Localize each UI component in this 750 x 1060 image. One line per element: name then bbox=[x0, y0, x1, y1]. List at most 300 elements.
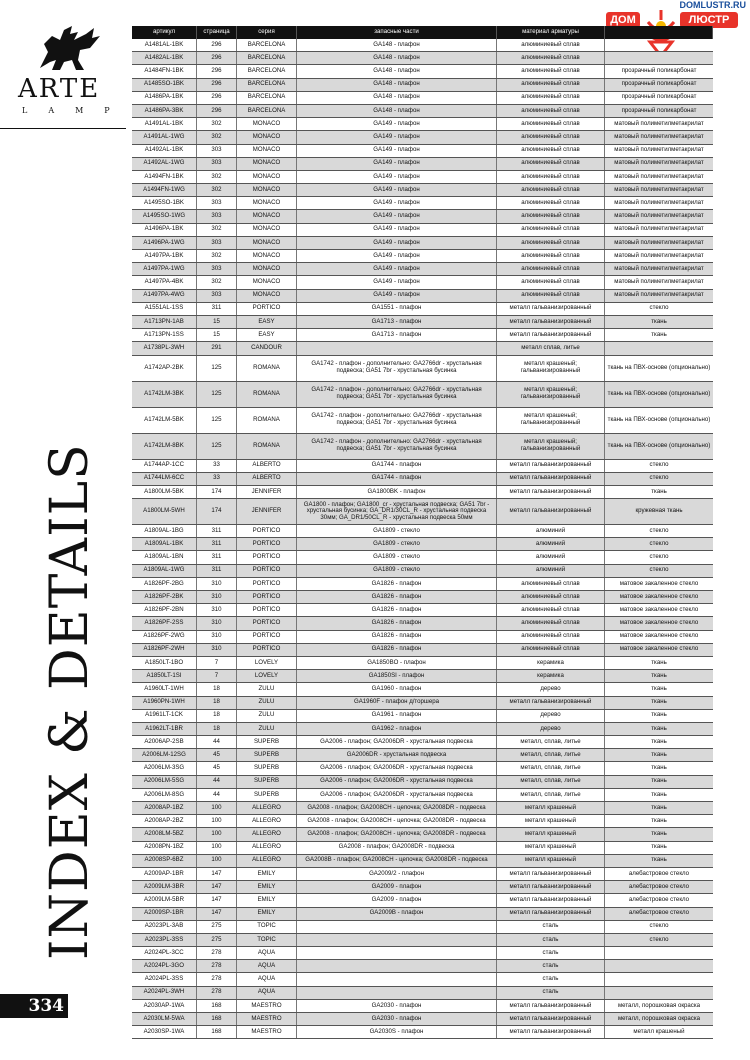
cell-series: PORTICO bbox=[237, 591, 297, 603]
cell-series: ALLEGRO bbox=[237, 815, 297, 827]
cell-fitting-material: сталь bbox=[497, 934, 605, 946]
cell-spare-parts bbox=[297, 921, 497, 933]
cell-series: BARCELONA bbox=[237, 65, 297, 77]
cell-shade-material: ткань bbox=[651, 777, 667, 785]
table-row bbox=[132, 408, 713, 434]
cell-fitting-material: алюминиевый сплав bbox=[497, 131, 605, 143]
cell-series: JENNIFER bbox=[237, 499, 297, 524]
divider bbox=[0, 128, 126, 129]
table-row bbox=[132, 894, 713, 907]
table-row bbox=[132, 960, 713, 973]
cell-page: 168 bbox=[197, 1000, 237, 1012]
cell-series: MONACO bbox=[237, 197, 297, 209]
cell-spare-parts: GA1826 - плафон bbox=[297, 617, 497, 629]
cell-page: 296 bbox=[197, 39, 237, 51]
cell-article: A2008PN-1BZ bbox=[132, 842, 197, 854]
cell-shade-material bbox=[605, 52, 713, 64]
cell-article: A1826PF-2BN bbox=[132, 604, 197, 616]
cell-article: A1713PN-1SS bbox=[132, 329, 197, 341]
cell-page: 147 bbox=[197, 908, 237, 920]
table-row bbox=[132, 237, 713, 250]
cell-series: SUPERB bbox=[237, 749, 297, 761]
cell-page: 18 bbox=[197, 723, 237, 735]
cell-article: A1494FN-1WG bbox=[132, 184, 197, 196]
cell-article: A1826PF-2WH bbox=[132, 644, 197, 656]
cell-page: 296 bbox=[197, 105, 237, 117]
cell-shade-material: ткань bbox=[651, 698, 667, 706]
table-row bbox=[132, 762, 713, 775]
cell-shade-material: матовый полиметилметакрилат bbox=[614, 198, 704, 206]
cell-shade-material: кружевная ткань bbox=[635, 507, 683, 515]
cell-article: A1495SO-1WG bbox=[132, 210, 197, 222]
cell-fitting-material: металл гальванизированный bbox=[497, 868, 605, 880]
cell-article: A1742AP-2BK bbox=[132, 356, 197, 381]
cell-shade-material: ткань bbox=[651, 750, 667, 758]
cell-article: A1497PA-4WG bbox=[132, 290, 197, 302]
cell-shade-material: прозрачный поликарбонат bbox=[621, 106, 697, 114]
cell-fitting-material: керамика bbox=[497, 657, 605, 669]
cell-series: AQUA bbox=[237, 960, 297, 972]
cell-spare-parts: GA149 - плафон bbox=[297, 276, 497, 288]
brand-sub: LAMP bbox=[22, 106, 131, 115]
cell-spare-parts: GA149 - плафон bbox=[297, 118, 497, 130]
cell-page: 168 bbox=[197, 1026, 237, 1038]
cell-fitting-material: металл, сплав, литье bbox=[497, 789, 605, 801]
table-row bbox=[132, 1000, 713, 1013]
table-row bbox=[132, 118, 713, 131]
cell-page: 303 bbox=[197, 210, 237, 222]
cell-article: A2030LM-5WA bbox=[132, 1013, 197, 1025]
cell-page: 278 bbox=[197, 960, 237, 972]
cell-page: 33 bbox=[197, 473, 237, 485]
cell-page: 18 bbox=[197, 710, 237, 722]
cell-page: 310 bbox=[197, 631, 237, 643]
cell-article: A2030AP-1WA bbox=[132, 1000, 197, 1012]
cell-series: ROMANA bbox=[237, 434, 297, 459]
cell-page: 311 bbox=[197, 538, 237, 550]
cell-article: A1485SO-1BK bbox=[132, 79, 197, 91]
cell-shade-material: ткань bbox=[651, 330, 667, 338]
table-row bbox=[132, 499, 713, 525]
cell-shade-material: ткань bbox=[651, 843, 667, 851]
cell-fitting-material: дерево bbox=[497, 683, 605, 695]
cell-fitting-material: металл, сплав, литье bbox=[497, 776, 605, 788]
cell-article: A1800LM-5BK bbox=[132, 486, 197, 498]
cell-shade-material: матовое закаленное стекло bbox=[619, 605, 699, 613]
cell-article: A1960LT-1WH bbox=[132, 683, 197, 695]
table-row bbox=[132, 197, 713, 210]
cell-fitting-material: алюминий bbox=[497, 565, 605, 577]
table-row bbox=[132, 736, 713, 749]
cell-series: ALLEGRO bbox=[237, 828, 297, 840]
cell-series: EASY bbox=[237, 329, 297, 341]
cell-page: 311 bbox=[197, 303, 237, 315]
parts-table bbox=[132, 26, 713, 1039]
cell-article: A1742LM-3BK bbox=[132, 382, 197, 407]
cell-spare-parts: GA1826 - плафон bbox=[297, 578, 497, 590]
cell-article: A1492AL-1BK bbox=[132, 145, 197, 157]
table-row bbox=[132, 434, 713, 460]
cell-series: MONACO bbox=[237, 237, 297, 249]
cell-article: A1850LT-1BO bbox=[132, 657, 197, 669]
cell-spare-parts: GA2006 - плафон; GA2006DR - хрустальная подвеска bbox=[297, 776, 497, 788]
cell-shade-material: ткань bbox=[651, 724, 667, 732]
cell-fitting-material: алюминиевый сплав bbox=[497, 644, 605, 656]
cell-series: ROMANA bbox=[237, 382, 297, 407]
cell-fitting-material: алюминиевый сплав bbox=[497, 591, 605, 603]
table-row bbox=[132, 316, 713, 329]
cell-fitting-material: сталь bbox=[497, 960, 605, 972]
cell-fitting-material: металл крашеный; гальванизированный bbox=[497, 356, 605, 381]
cell-page: 45 bbox=[197, 762, 237, 774]
cell-fitting-material: алюминиевый сплав bbox=[497, 145, 605, 157]
table-row bbox=[132, 802, 713, 815]
cell-article: A1491AL-1WG bbox=[132, 131, 197, 143]
cell-spare-parts: GA149 - плафон bbox=[297, 184, 497, 196]
table-row bbox=[132, 473, 713, 486]
cell-fitting-material: дерево bbox=[497, 723, 605, 735]
cell-shade-material: стекло bbox=[649, 553, 669, 561]
cell-fitting-material: алюминиевый сплав bbox=[497, 276, 605, 288]
header-shade-material bbox=[605, 26, 713, 39]
cell-shade-material: матовый полиметилметакрилат bbox=[614, 133, 704, 141]
header-series: серия bbox=[237, 26, 297, 39]
cell-article: A1551AL-1SS bbox=[132, 303, 197, 315]
table-row bbox=[132, 683, 713, 696]
cell-shade-material: металл, порошковая окраска bbox=[617, 1001, 701, 1009]
cell-series: AQUA bbox=[237, 987, 297, 999]
cell-article: A1486PA-1BK bbox=[132, 92, 197, 104]
cell-spare-parts: GA149 - плафон bbox=[297, 145, 497, 157]
cell-series: MAESTRO bbox=[237, 1013, 297, 1025]
cell-page: 275 bbox=[197, 921, 237, 933]
cell-article: A1497PA-1BK bbox=[132, 250, 197, 262]
cell-fitting-material: алюминиевый сплав bbox=[497, 92, 605, 104]
cell-fitting-material: металл гальванизированный bbox=[497, 908, 605, 920]
cell-spare-parts: GA149 - плафон bbox=[297, 197, 497, 209]
table-row bbox=[132, 1013, 713, 1026]
cell-fitting-material: алюминиевый сплав bbox=[497, 118, 605, 130]
cell-spare-parts: GA2008 - плафон; GA2008DR - подвеска bbox=[297, 842, 497, 854]
cell-page: 303 bbox=[197, 158, 237, 170]
cell-fitting-material: металл гальванизированный bbox=[497, 1026, 605, 1038]
cell-fitting-material: алюминий bbox=[497, 538, 605, 550]
cell-fitting-material: сталь bbox=[497, 921, 605, 933]
table-row bbox=[132, 881, 713, 894]
cell-fitting-material: металл крашеный bbox=[497, 802, 605, 814]
cell-spare-parts: GA1850BO - плафон bbox=[297, 657, 497, 669]
cell-series: MAESTRO bbox=[237, 1000, 297, 1012]
table-row bbox=[132, 171, 713, 184]
cell-article: A1494FN-1BK bbox=[132, 171, 197, 183]
table-row bbox=[132, 631, 713, 644]
cell-series: ZULU bbox=[237, 723, 297, 735]
cell-spare-parts: GA148 - плафон bbox=[297, 105, 497, 117]
cell-spare-parts: GA1800 - плафон; GA1800_cr - хрустальная подвеска; GA51 7br - хрустальная бусинка; GA_DR1/30CL_R - хрустальная подвеска 30мм; GA_DR1/50CL_R - хрустальная подвеска 50мм bbox=[297, 499, 497, 524]
table-row bbox=[132, 987, 713, 1000]
cell-article: A2009SP-1BR bbox=[132, 908, 197, 920]
cell-series: BARCELONA bbox=[237, 52, 297, 64]
cell-shade-material: алебастровое стекло bbox=[628, 909, 690, 917]
cell-page: 44 bbox=[197, 789, 237, 801]
cell-article: A1742LM-5BK bbox=[132, 408, 197, 433]
table-row bbox=[132, 828, 713, 841]
cell-series: PORTICO bbox=[237, 644, 297, 656]
cell-article: A1744AP-1CC bbox=[132, 460, 197, 472]
cell-spare-parts: GA2006DR - хрустальная подвеска bbox=[297, 749, 497, 761]
cell-spare-parts: GA2006 - плафон; GA2006DR - хрустальная подвеска bbox=[297, 762, 497, 774]
table-row bbox=[132, 79, 713, 92]
cell-page: 125 bbox=[197, 382, 237, 407]
cell-fitting-material: металл, сплав, литье bbox=[497, 736, 605, 748]
table-row bbox=[132, 52, 713, 65]
cell-spare-parts: GA1809 - стекло bbox=[297, 565, 497, 577]
cell-shade-material: матовое закаленное стекло bbox=[619, 619, 699, 627]
cell-spare-parts bbox=[297, 987, 497, 999]
cell-shade-material: стекло bbox=[649, 461, 669, 469]
cell-series: AQUA bbox=[237, 973, 297, 985]
cell-page: 125 bbox=[197, 408, 237, 433]
table-row bbox=[132, 276, 713, 289]
cell-series: EMILY bbox=[237, 868, 297, 880]
cell-page: 147 bbox=[197, 881, 237, 893]
cell-article: A2006LM-3SG bbox=[132, 762, 197, 774]
table-row bbox=[132, 303, 713, 316]
cell-fitting-material: алюминиевый сплав bbox=[497, 263, 605, 275]
cell-shade-material: стекло bbox=[649, 474, 669, 482]
cell-article: A2008AP-1BZ bbox=[132, 802, 197, 814]
cell-fitting-material: металл гальванизированный bbox=[497, 1013, 605, 1025]
cell-series: ALLEGRO bbox=[237, 855, 297, 867]
cell-spare-parts: GA148 - плафон bbox=[297, 65, 497, 77]
cell-spare-parts: GA1744 - плафон bbox=[297, 460, 497, 472]
cell-spare-parts: GA2006 - плафон; GA2006DR - хрустальная подвеска bbox=[297, 736, 497, 748]
cell-shade-material: стекло bbox=[649, 526, 669, 534]
cell-page: 15 bbox=[197, 329, 237, 341]
cell-spare-parts: GA2008 - плафон; GA2008CH - цепочка; GA2008DR - подвеска bbox=[297, 828, 497, 840]
cell-fitting-material: алюминиевый сплав bbox=[497, 171, 605, 183]
cell-series: PORTICO bbox=[237, 525, 297, 537]
cell-fitting-material: алюминиевый сплав bbox=[497, 224, 605, 236]
cell-article: A1482AL-1BK bbox=[132, 52, 197, 64]
cell-spare-parts: GA149 - плафон bbox=[297, 290, 497, 302]
cell-shade-material: матовый полиметилметакрилат bbox=[614, 159, 704, 167]
table-row bbox=[132, 184, 713, 197]
cell-fitting-material: алюминиевый сплав bbox=[497, 631, 605, 643]
table-row bbox=[132, 382, 713, 408]
cell-shade-material: матовый полиметилметакрилат bbox=[614, 212, 704, 220]
cell-spare-parts: GA149 - плафон bbox=[297, 131, 497, 143]
cell-spare-parts: GA2009 - плафон bbox=[297, 881, 497, 893]
cell-series: ALBERTO bbox=[237, 460, 297, 472]
cell-spare-parts: GA1713 - плафон bbox=[297, 329, 497, 341]
cell-page: 296 bbox=[197, 52, 237, 64]
cell-article: A2008LM-5BZ bbox=[132, 828, 197, 840]
cell-page: 296 bbox=[197, 79, 237, 91]
cell-article: A1484FN-1BK bbox=[132, 65, 197, 77]
cell-series: PORTICO bbox=[237, 551, 297, 563]
cell-page: 125 bbox=[197, 356, 237, 381]
cell-fitting-material: металл крашеный bbox=[497, 815, 605, 827]
cell-fitting-material: металл гальванизированный bbox=[497, 894, 605, 906]
cell-article: A1491AL-1BK bbox=[132, 118, 197, 130]
cell-shade-material: ткань bbox=[651, 737, 667, 745]
table-row bbox=[132, 329, 713, 342]
cell-spare-parts: GA149 - плафон bbox=[297, 250, 497, 262]
table-row bbox=[132, 538, 713, 551]
cell-shade-material: матовый полиметилметакрилат bbox=[614, 238, 704, 246]
cell-fitting-material: алюминиевый сплав bbox=[497, 197, 605, 209]
cell-spare-parts: GA2008 - плафон; GA2008CH - цепочка; GA2008DR - подвеска bbox=[297, 802, 497, 814]
side-title: INDEX & DETAILS bbox=[40, 443, 100, 960]
cell-article: A2023PL-3SS bbox=[132, 934, 197, 946]
watermark-right: ЛЮСТР bbox=[680, 12, 738, 28]
cell-fitting-material: металл гальванизированный bbox=[497, 329, 605, 341]
cell-page: 310 bbox=[197, 644, 237, 656]
cell-fitting-material: металл гальванизированный bbox=[497, 881, 605, 893]
cell-shade-material bbox=[605, 987, 713, 999]
cell-series: MONACO bbox=[237, 131, 297, 143]
cell-spare-parts: GA1809 - стекло bbox=[297, 551, 497, 563]
cell-shade-material: ткань bbox=[651, 764, 667, 772]
cell-series: MAESTRO bbox=[237, 1026, 297, 1038]
cell-article: A1850LT-1SI bbox=[132, 670, 197, 682]
cell-article: A1495SO-1BK bbox=[132, 197, 197, 209]
cell-page: 147 bbox=[197, 894, 237, 906]
cell-article: A2024PL-3CC bbox=[132, 947, 197, 959]
cell-series: PORTICO bbox=[237, 303, 297, 315]
table-row bbox=[132, 644, 713, 657]
cell-shade-material: ткань bbox=[651, 856, 667, 864]
cell-spare-parts: GA149 - плафон bbox=[297, 263, 497, 275]
cell-fitting-material: алюминиевый сплав bbox=[497, 237, 605, 249]
table-row bbox=[132, 921, 713, 934]
cell-series: MONACO bbox=[237, 171, 297, 183]
cell-spare-parts: GA2009 - плафон bbox=[297, 894, 497, 906]
table-header bbox=[132, 26, 713, 39]
cell-spare-parts: GA2008 - плафон; GA2008CH - цепочка; GA2008DR - подвеска bbox=[297, 815, 497, 827]
cell-page: 278 bbox=[197, 987, 237, 999]
cell-shade-material: прозрачный поликарбонат bbox=[621, 80, 697, 88]
table-row bbox=[132, 617, 713, 630]
table-row bbox=[132, 210, 713, 223]
header-fitting-material: материал арматуры bbox=[497, 26, 605, 39]
cell-spare-parts: GA1713 - плафон bbox=[297, 316, 497, 328]
cell-shade-material: металл крашеный bbox=[633, 1027, 685, 1035]
table-row bbox=[132, 789, 713, 802]
cell-shade-material: матовое закаленное стекло bbox=[619, 632, 699, 640]
cell-fitting-material: металл гальванизированный bbox=[497, 697, 605, 709]
cell-shade-material: ткань bbox=[651, 685, 667, 693]
cell-shade-material: матовый полиметилметакрилат bbox=[614, 225, 704, 233]
cell-article: A2006LM-5SG bbox=[132, 776, 197, 788]
table-row bbox=[132, 749, 713, 762]
table-row bbox=[132, 657, 713, 670]
cell-fitting-material: алюминий bbox=[497, 525, 605, 537]
cell-spare-parts: GA1800BK - плафон bbox=[297, 486, 497, 498]
cell-series: EASY bbox=[237, 316, 297, 328]
cell-series: PORTICO bbox=[237, 538, 297, 550]
table-row bbox=[132, 565, 713, 578]
cell-page: 303 bbox=[197, 197, 237, 209]
cell-page: 311 bbox=[197, 525, 237, 537]
cell-page: 302 bbox=[197, 171, 237, 183]
cell-fitting-material: алюминий bbox=[497, 551, 605, 563]
cell-series: CANDOUR bbox=[237, 342, 297, 354]
cell-spare-parts bbox=[297, 342, 497, 354]
griffin-icon bbox=[34, 22, 104, 74]
cell-shade-material: стекло bbox=[649, 539, 669, 547]
cell-spare-parts: GA2008B - плафон; GA2008CH - цепочка; GA2008DR - подвеска bbox=[297, 855, 497, 867]
cell-fitting-material: сталь bbox=[497, 973, 605, 985]
cell-article: A1960PN-1WH bbox=[132, 697, 197, 709]
cell-page: 311 bbox=[197, 565, 237, 577]
table-row bbox=[132, 525, 713, 538]
cell-fitting-material: алюминиевый сплав bbox=[497, 158, 605, 170]
cell-fitting-material: алюминиевый сплав bbox=[497, 210, 605, 222]
cell-series: AQUA bbox=[237, 947, 297, 959]
cell-fitting-material: алюминиевый сплав bbox=[497, 52, 605, 64]
cell-shade-material: стекло bbox=[649, 935, 669, 943]
cell-spare-parts: GA1961 - плафон bbox=[297, 710, 497, 722]
cell-fitting-material: металл гальванизированный bbox=[497, 1000, 605, 1012]
cell-article: A2024PL-3GO bbox=[132, 960, 197, 972]
cell-spare-parts: GA1962 - плафон bbox=[297, 723, 497, 735]
cell-series: ZULU bbox=[237, 683, 297, 695]
cell-page: 7 bbox=[197, 670, 237, 682]
cell-article: A1809AL-1BG bbox=[132, 525, 197, 537]
cell-series: EMILY bbox=[237, 894, 297, 906]
cell-article: A2008AP-2BZ bbox=[132, 815, 197, 827]
cell-shade-material: ткань bbox=[651, 671, 667, 679]
cell-series: SUPERB bbox=[237, 789, 297, 801]
cell-series: EMILY bbox=[237, 908, 297, 920]
table-row bbox=[132, 723, 713, 736]
cell-spare-parts: GA149 - плафон bbox=[297, 158, 497, 170]
cell-spare-parts: GA1742 - плафон - дополнительно: GA2766dr - хрустальная подвеска; GA51 7br - хрустальная бусинка bbox=[297, 382, 497, 407]
cell-fitting-material: алюминиевый сплав bbox=[497, 290, 605, 302]
cell-shade-material: матовое закаленное стекло bbox=[619, 579, 699, 587]
cell-page: 302 bbox=[197, 224, 237, 236]
cell-shade-material: матовый полиметилметакрилат bbox=[614, 264, 704, 272]
table-row bbox=[132, 842, 713, 855]
cell-spare-parts: GA1742 - плафон - дополнительно: GA2766dr - хрустальная подвеска; GA51 7br - хрустальная бусинка bbox=[297, 408, 497, 433]
cell-page: 310 bbox=[197, 591, 237, 603]
cell-shade-material: стекло bbox=[649, 566, 669, 574]
cell-series: BARCELONA bbox=[237, 39, 297, 51]
cell-series: BARCELONA bbox=[237, 105, 297, 117]
cell-page: 125 bbox=[197, 434, 237, 459]
cell-spare-parts: GA2030 - плафон bbox=[297, 1000, 497, 1012]
table-row bbox=[132, 105, 713, 118]
table-row bbox=[132, 934, 713, 947]
cell-page: 310 bbox=[197, 604, 237, 616]
cell-series: PORTICO bbox=[237, 631, 297, 643]
table-row bbox=[132, 947, 713, 960]
cell-page: 303 bbox=[197, 290, 237, 302]
cell-spare-parts: GA1809 - стекло bbox=[297, 525, 497, 537]
cell-page: 302 bbox=[197, 250, 237, 262]
cell-spare-parts: GA1826 - плафон bbox=[297, 631, 497, 643]
cell-series: ALBERTO bbox=[237, 473, 297, 485]
table-row bbox=[132, 855, 713, 868]
cell-fitting-material: металл крашеный; гальванизированный bbox=[497, 382, 605, 407]
cell-fitting-material: керамика bbox=[497, 670, 605, 682]
cell-shade-material bbox=[605, 947, 713, 959]
cell-series: TOPIC bbox=[237, 921, 297, 933]
cell-page: 278 bbox=[197, 973, 237, 985]
cell-article: A1826PF-2WG bbox=[132, 631, 197, 643]
